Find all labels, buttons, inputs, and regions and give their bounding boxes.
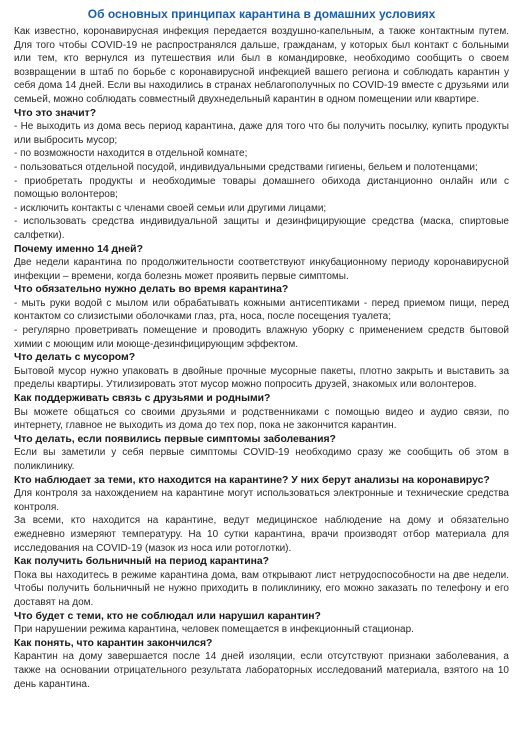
- section-heading: Почему именно 14 дней?: [14, 243, 143, 255]
- document-title: Об основных принципах карантина в домашних условиях: [87, 7, 436, 21]
- section-paragraph: - мыть руки водой с мылом или обрабатывать кожными антисептиками - перед приемом пищи, перед контактом со слизистыми оболочками глаз, рта, носа, после посещения туалета;: [14, 297, 509, 323]
- section-heading: Что делать, если появились первые симптомы заболевания?: [14, 433, 336, 445]
- section-paragraph: - по возможности находится в отдельной комнате;: [14, 148, 248, 160]
- section-paragraph: - регулярно проветривать помещение и проводить влажную уборку с применением средств бытовой химии с моющим или моюще-дезинфицирующим эффектом.: [14, 325, 509, 350]
- section-paragraph: При нарушении режима карантина, человек помещается в инфекционный стационар.: [14, 624, 414, 636]
- section-heading: Что обязательно нужно делать во время карантина?: [14, 284, 289, 296]
- section-paragraph: Две недели карантина по продолжительности соответствуют инкубационному периоду коронавирусной инфекции – времени, когда болезнь может проявить первые симптомы.: [14, 257, 509, 282]
- sections-container: [14, 107, 509, 692]
- section-paragraph: - Не выходить из дома весь период карантина, даже для того что бы получить посылку, купить продукты или выбросить мусор;: [14, 121, 509, 146]
- section-paragraph: За всеми, кто находится на карантине, ведут медицинское наблюдение на дому и обязательно ежедневно измеряют температуру. На 10 сутки карантина, врачи производят отбор материала для исследования на COVID-19 (мазок из носа или ротоглотки).: [14, 515, 509, 554]
- section-heading: Как понять, что карантин закончился?: [14, 637, 213, 649]
- section-heading: Как получить больничный на период карантина?: [14, 556, 270, 568]
- section-paragraph: Если вы заметили у себя первые симптомы COVID-19 необходимо сразу же сообщить об этом в поликлинику.: [14, 447, 509, 472]
- section-paragraph: - исключить контакты с членами своей семьи или другими лицами;: [14, 202, 327, 214]
- section-heading: Что делать с мусором?: [14, 352, 136, 364]
- section-heading: Кто наблюдает за теми, кто находится на карантине? У них берут анализы на коронавирус?: [14, 474, 490, 486]
- intro-paragraph: Как известно, коронавирусная инфекция передается воздушно-капельным, а также контактным путем. Для того чтобы COVID-19 не распространялся дальше, гражданам, у которых был контакт с больными или тем, кто вернулся из путешествия или был в командировке, необходимо сообщить о своем возвращении в штаб по борьбе с коронавирусной инфекцией вашего региона и соблюдать карантин у себя дома 14 дней. Если вы находились в странах неблагополучных по COVID-19 вместе с друзьями или семьей, можно соблюдать совместный двухнедельный карантин в одном помещении или квартире.: [14, 26, 509, 105]
- section-paragraph: Пока вы находитесь в режиме карантина дома, вам открывают лист нетрудоспособности на две недели. Чтобы получить больничный не нужно приходить в поликлинику, его можно заказать по телефону и его доставят на дом.: [14, 569, 509, 608]
- section-paragraph: - пользоваться отдельной посудой, индивидуальными средствами гигиены, бельем и полотенцами;: [14, 161, 478, 173]
- section-paragraph: Для контроля за нахождением на карантине могут использоваться электронные и технические средства контроля.: [14, 488, 509, 513]
- section-heading: Как поддерживать связь с друзьями и родными?: [14, 393, 271, 405]
- section-paragraph: - использовать средства индивидуальной защиты и дезинфицирующие средства (маска, спиртовые салфетки).: [14, 216, 509, 241]
- section-paragraph: - приобретать продукты и необходимые товары домашнего обихода дистанционно онлайн или с помощью волонтеров;: [14, 175, 509, 201]
- section-heading: Что будет с теми, кто не соблюдал или нарушил карантин?: [14, 610, 321, 622]
- section-paragraph: Карантин на дому завершается после 14 дней изоляции, если отсутствуют признаки заболевания, а также на основании отрицательного результата лабораторных исследований материала, взятого на 10 день карантина.: [14, 651, 509, 690]
- section-heading: Что это значит?: [14, 107, 97, 119]
- section-paragraph: Бытовой мусор нужно упаковать в двойные прочные мусорные пакеты, плотно закрыть и выставить за пределы квартиры. Утилизировать этот мусор можно попросить друзей, знакомых или волонтеров.: [14, 365, 509, 391]
- section-paragraph: Вы можете общаться со своими друзьями и родственниками с помощью видео и аудио связи, по интернету, главное не выходить из дома до тех пор, пока не закончится карантин.: [14, 406, 509, 432]
